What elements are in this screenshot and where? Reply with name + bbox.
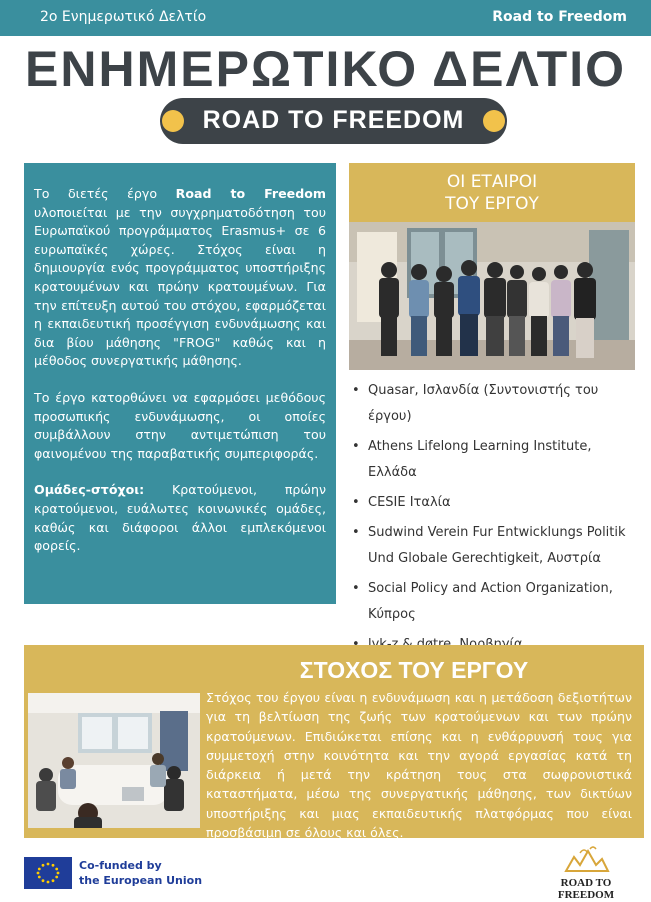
intro-paragraph-1 — [34, 185, 326, 371]
target-groups-label: Ομάδες-στόχοι: — [34, 482, 145, 498]
goal-text: Στόχος του έργου είναι η ενδυνάμωση και η μετάδοση δεξιοτήτων για τη βελτίωση της ζωής των κρατούμενων και των πρώην κρατούμενων. Επιδιώκεται επίσης και η ενθάρρυνσή τους για συμμετοχή στην κοινότητα και την αγορά εργασίας κατά τη διάρκεια ή μετά την κράτηση τους στα σωφρονιστικά καταστήματα, μέσω της συνεργατικής μάθησης, των δικτύων υποστήριξης και μιας εκπαιδευτικής πλατφόρμας που είναι προσβάσιμη σε όλους και όλες. — [206, 690, 632, 841]
partner-item: • Social Policy and Action Organization, Κύπρος — [352, 576, 642, 628]
partner-item: • Athens Lifelong Learning Institute, Ελλάδα — [352, 434, 642, 486]
issue-label: 2ο Ενημερωτικό Δελτίο — [40, 9, 207, 25]
eu-line-1: Co-funded by — [79, 859, 162, 872]
intro-box — [24, 163, 336, 604]
logo-line-2: FREEDOM — [557, 889, 615, 901]
bird-logo-icon — [544, 843, 628, 877]
partners-heading-line1: ΟΙ ΕΤΑΙΡΟΙ — [446, 172, 538, 192]
project-name: Road to Freedom — [175, 186, 326, 201]
partner-item: • Quasar, Ισλανδία (Συντονιστής του έργου) — [352, 378, 642, 430]
partner-item: • Sudwind Verein Fur Entwicklungs Politik Und Globale Gerechtigkeit, Αυστρία — [352, 520, 642, 572]
intro-p1-rest: υλοποιείται με την συγχρηματοδότηση του Ευρωπαϊκού προγράμματος Erasmus+ σε 6 ευρωπαϊκές χώρες. Στόχος είναι η δημιουργία ενός προγράμματος υποστήριξης κρατουμένων και πρώην κρατουμένων. Για την επίτευξη αυτού του στόχου, εφαρμόζεται η εκπαιδευτική προσέγγιση ενδυνάμωσης και δια βίου μάθησης "FROG" καθώς και η μέθοδος συνεργατικής μάθησης. — [34, 204, 326, 369]
intro-p1-lead: Το διετές έργο — [34, 186, 176, 201]
workshop-photo-image — [28, 693, 200, 828]
target-groups-text: Κρατούμενοι, πρώην κρατούμενοι, ευάλωτες κοινωνικές ομάδες, καθώς και διάφοροι άλλοι εμπλεκόμενοι φορείς. — [34, 482, 326, 554]
partners-heading — [349, 163, 635, 222]
group-photo-image — [349, 222, 635, 370]
logo-line-1: ROAD TO — [560, 877, 612, 889]
intro-paragraph-2: Το έργο κατορθώνει να εφαρμόσει μεθόδους προσωπικής ενδυνάμωσης, οι οποίες συμβάλλουν στην αντιμετώπιση του φαινομένου της παραβατικής συμπεριφοράς. — [34, 389, 326, 461]
subtitle-text: ROAD TO FREEDOM — [202, 106, 465, 134]
intro-paragraph-3 — [34, 481, 326, 555]
brand-label: Road to Freedom — [492, 9, 627, 25]
project-logo-text — [544, 877, 628, 901]
partners-list — [352, 378, 642, 662]
eu-flag-icon — [24, 857, 72, 889]
partners-heading-line2: ΤΟΥ ΕΡΓΟΥ — [445, 194, 539, 214]
goal-box — [24, 645, 644, 841]
partner-item: • CESIE Ιταλία — [352, 490, 642, 516]
workshop-photo — [28, 693, 200, 828]
eu-line-2: the European Union — [79, 874, 203, 887]
top-bar — [0, 0, 651, 36]
eu-funding-text — [79, 858, 239, 888]
subtitle-banner — [160, 98, 507, 144]
right-dot-icon — [483, 110, 505, 132]
project-logo — [544, 843, 628, 901]
partners-group-photo — [349, 222, 635, 370]
goal-title: ΣΤΟΧΟΣ ΤΟΥ ΕΡΓΟΥ — [299, 657, 529, 683]
page-title: ΕΝΗΜΕΡΩΤΙΚΟ ΔΕΛΤΙΟ — [25, 41, 626, 97]
